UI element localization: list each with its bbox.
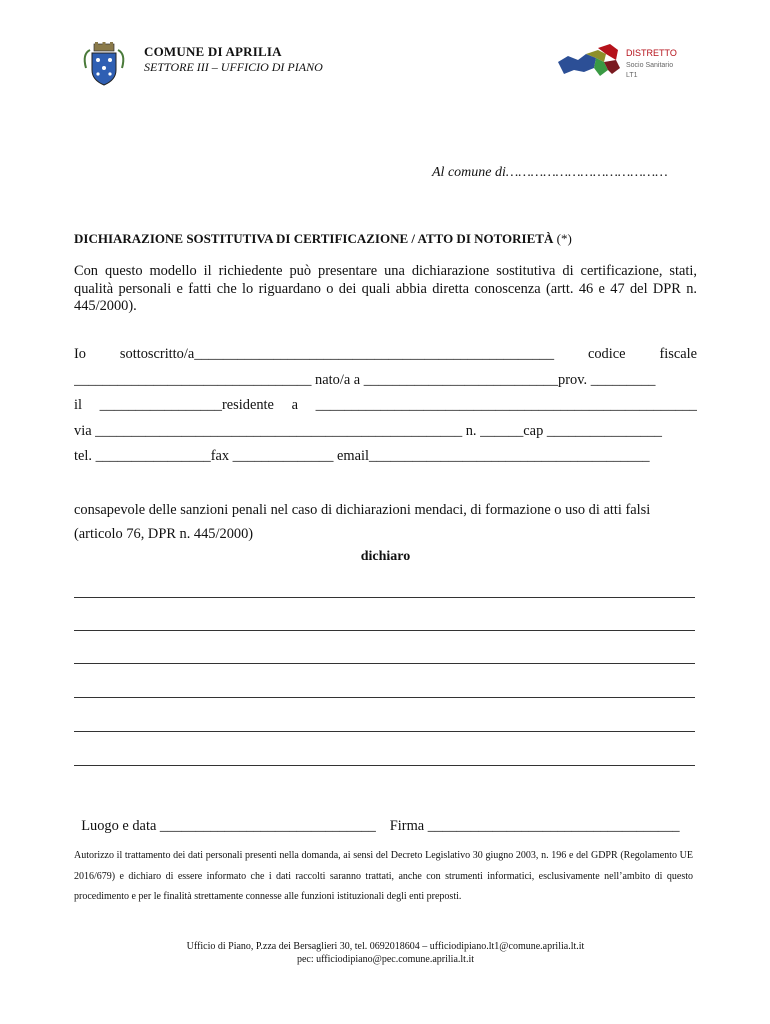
form-row1-a: Io [74,346,86,362]
document-title-text: DICHIARAZIONE SOSTITUTIVA DI CERTIFICAZIONE / ATTO DI NOTORIETÀ [74,231,554,246]
form-row1-d: fiscale [659,346,697,362]
declaration-heading: dichiaro [360,549,411,564]
form-row-address[interactable]: via ___________________________________________________ n. ______cap ________________ [74,423,662,439]
footer-pec: pec: ufficiodipiano@pec.comune.aprilia.lt.it [296,953,475,965]
birth-date-field[interactable]: _________________residente [99,397,274,413]
place-date-field[interactable]: Luogo e data ______________________________ [81,818,376,834]
form-row-name [74,346,697,363]
footer [74,941,697,966]
form-row-contacts[interactable]: tel. ________________fax ______________ email_______________________________________ [74,448,650,464]
declaration-line[interactable] [74,697,695,698]
document-title [74,231,572,247]
declaration-line[interactable] [74,630,695,631]
addressee: Al comune di………………………………… [432,165,668,180]
form-row3-a: il [74,397,82,413]
form-row3-c: a [291,397,298,413]
name-field[interactable]: sottoscritto/a__________________________________________________ [119,346,555,362]
signature-row [74,801,697,835]
intro-paragraph: Con questo modello il richiedente può presentare una dichiarazione sostitutiva di certificazione, stati, qualità personali e fatti che lo riguardano o dei quali abbia diretta conoscenza (artt. 46 e 47 del DPR n. 445/2000). [74,263,697,314]
form-row1-c: codice [587,346,626,362]
footer-address: Ufficio di Piano, P.zza dei Bersaglieri 30, tel. 0692018604 – ufficiodipiano.lt1@comune.aprilia.lt.it [186,941,585,952]
district-logo-line2: Socio Sanitario [626,62,674,69]
district-logo-icon [556,42,696,84]
residence-field[interactable]: _____________________________________________________ [315,397,697,413]
form-row-birth[interactable]: _________________________________ nato/a a ___________________________prov. _________ [74,372,656,388]
declaration-line[interactable] [74,731,695,732]
awareness-paragraph: consapevole delle sanzioni penali nel caso di dichiarazioni mendaci, di formazione o uso di atti falsi (articolo 76, DPR n. 445/2000) [74,502,651,542]
form-row-residence [74,397,697,414]
municipality-name: COMUNE DI APRILIA [144,44,282,59]
declaration-line[interactable] [74,597,695,598]
declaration-line[interactable] [74,663,695,664]
signature-field[interactable]: Firma ___________________________________ [389,818,680,834]
privacy-consent: Autorizzo il trattamento dei dati personali presenti nella domanda, ai sensi del Decreto Legislativo 30 giugno 2003, n. 196 e del GDPR (Regolamento UE 2016/679) e dichiaro di essere informato che i dati raccolti saranno trattati, anche con strumenti informatici, esclusivamente nell’ambito di questo procedimento e per le finalità strettamente connesse alle funzioni istituzionali degli enti preposti. [74,850,693,902]
municipal-crest-icon [80,42,128,88]
district-logo-line3: LT1 [626,72,638,79]
district-logo-line1: DISTRETTO [626,48,677,58]
office-name: SETTORE III – UFFICIO DI PIANO [144,60,323,74]
declaration-line[interactable] [74,765,695,766]
document-title-mark: (*) [556,231,572,246]
